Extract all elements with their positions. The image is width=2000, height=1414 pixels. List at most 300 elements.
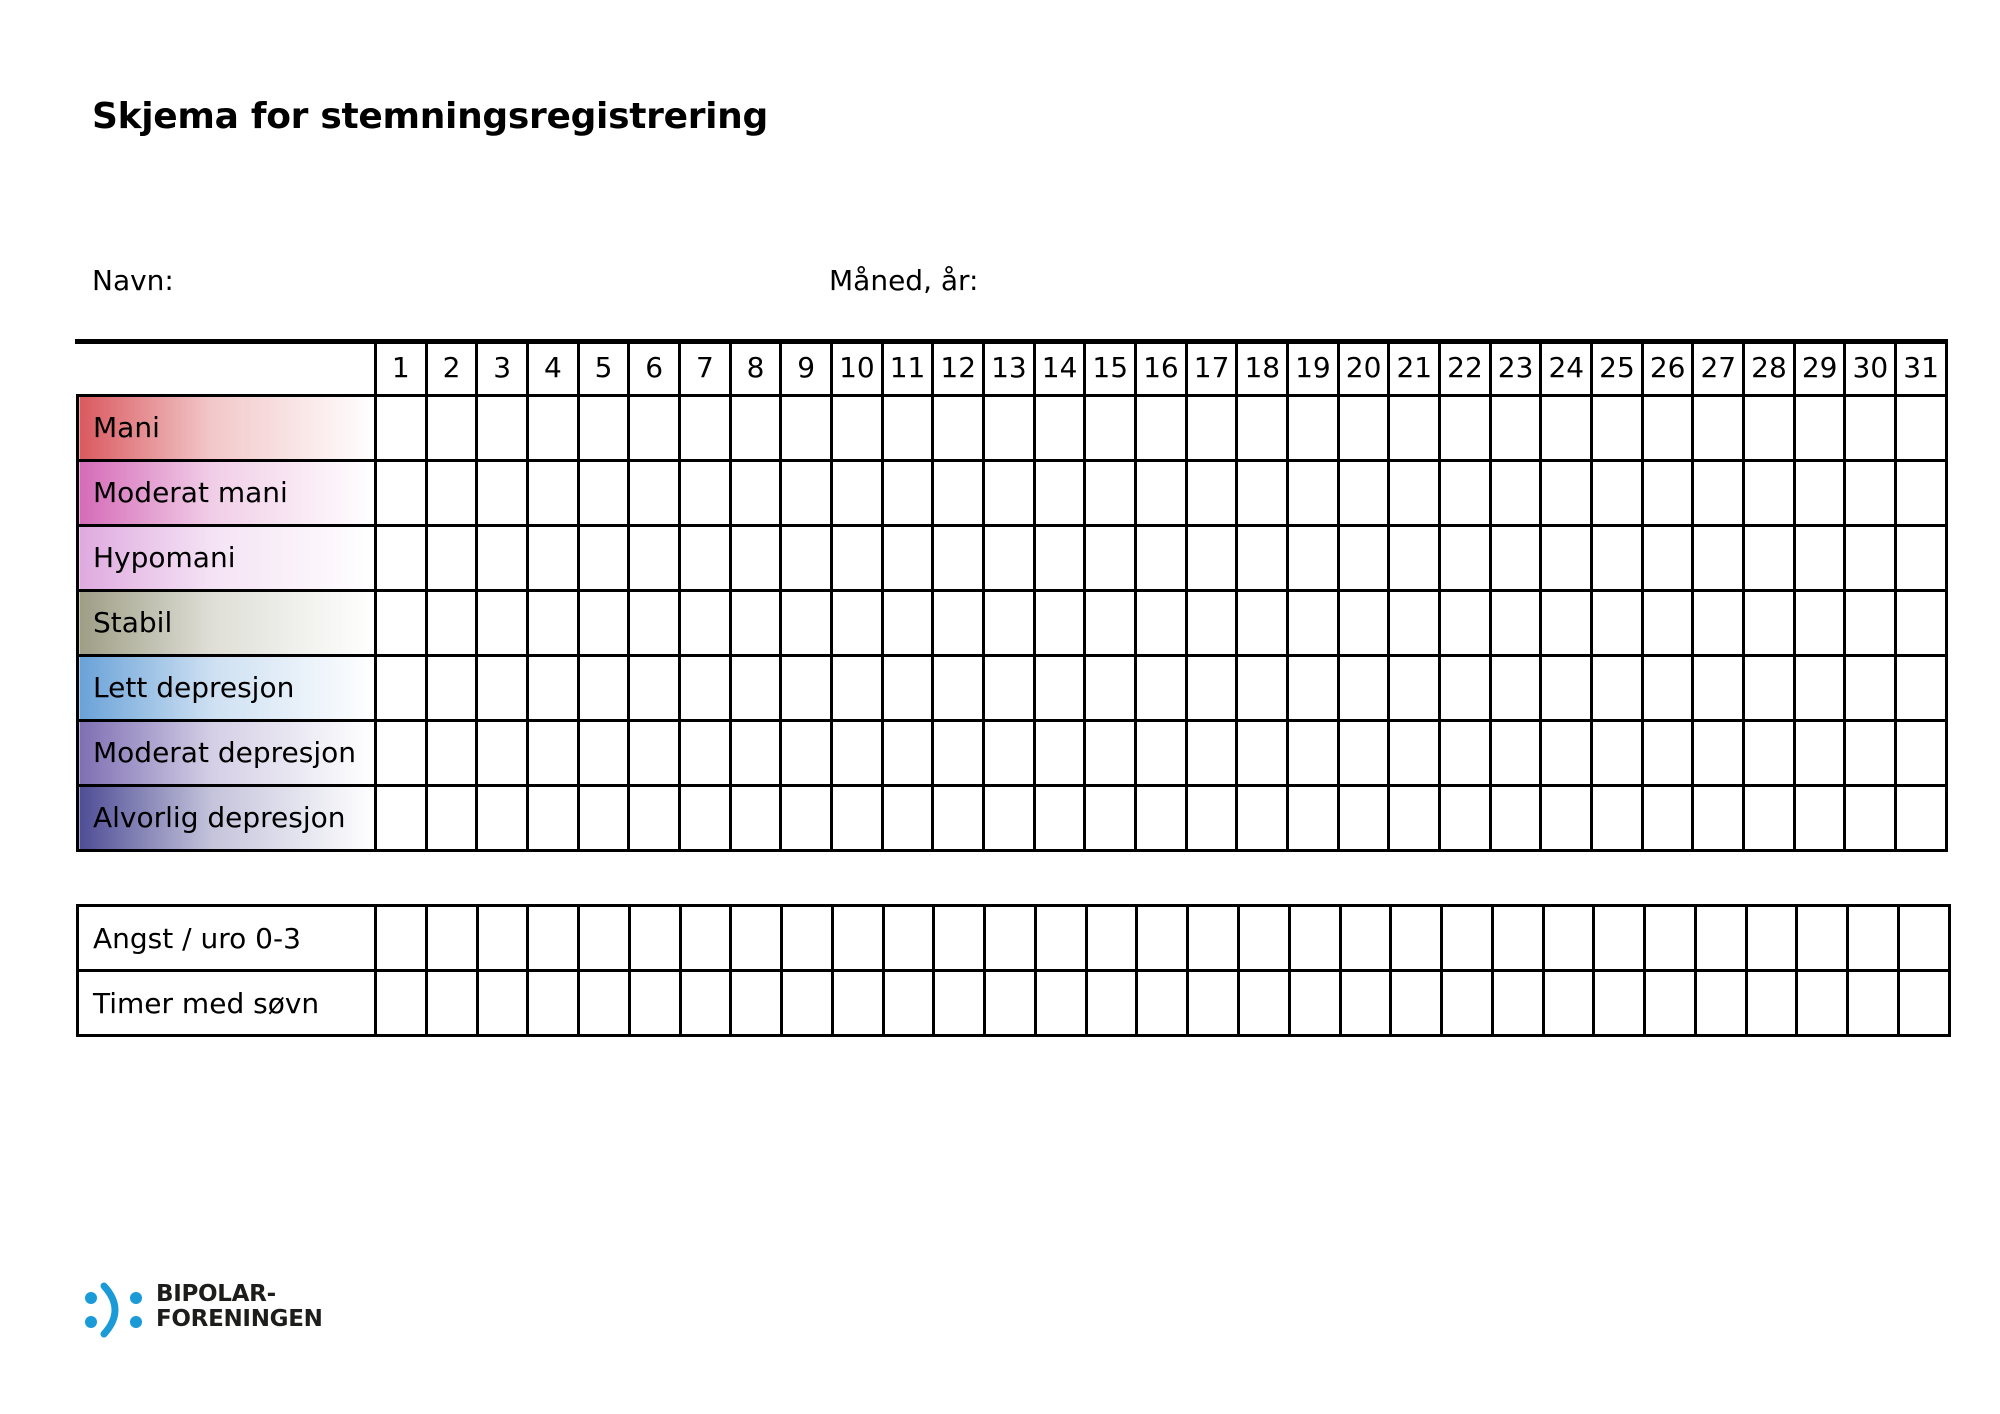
mood-cell-day-5[interactable] xyxy=(578,525,629,590)
mood-cell-day-17[interactable] xyxy=(1186,785,1237,850)
extra-cell-day-10[interactable] xyxy=(832,971,883,1036)
extra-cell-day-9[interactable] xyxy=(782,906,833,971)
extra-cell-day-9[interactable] xyxy=(782,971,833,1036)
mood-cell-day-10[interactable] xyxy=(832,720,883,785)
mood-cell-day-8[interactable] xyxy=(730,785,781,850)
mood-cell-day-31[interactable] xyxy=(1896,395,1947,460)
mood-cell-day-10[interactable] xyxy=(832,590,883,655)
extra-cell-day-31[interactable] xyxy=(1898,906,1949,971)
extra-cell-day-27[interactable] xyxy=(1695,971,1746,1036)
extra-cell-day-26[interactable] xyxy=(1645,906,1696,971)
mood-cell-day-4[interactable] xyxy=(528,785,579,850)
mood-cell-day-28[interactable] xyxy=(1744,785,1795,850)
mood-cell-day-14[interactable] xyxy=(1034,590,1085,655)
mood-cell-day-17[interactable] xyxy=(1186,460,1237,525)
mood-cell-day-2[interactable] xyxy=(426,720,477,785)
mood-cell-day-1[interactable] xyxy=(376,720,427,785)
mood-cell-day-25[interactable] xyxy=(1592,460,1643,525)
mood-cell-day-27[interactable] xyxy=(1693,655,1744,720)
mood-cell-day-11[interactable] xyxy=(882,590,933,655)
mood-cell-day-31[interactable] xyxy=(1896,655,1947,720)
mood-cell-day-1[interactable] xyxy=(376,785,427,850)
mood-cell-day-12[interactable] xyxy=(933,525,984,590)
extra-cell-day-13[interactable] xyxy=(985,971,1036,1036)
day-header-23: 23 xyxy=(1490,342,1541,395)
mood-cell-day-24[interactable] xyxy=(1541,785,1592,850)
mood-cell-day-27[interactable] xyxy=(1693,785,1744,850)
mood-cell-day-22[interactable] xyxy=(1440,785,1491,850)
extra-cell-day-2[interactable] xyxy=(426,906,477,971)
mood-cell-day-6[interactable] xyxy=(629,590,680,655)
extra-cell-day-5[interactable] xyxy=(579,906,630,971)
mood-cell-day-27[interactable] xyxy=(1693,720,1744,785)
mood-cell-day-14[interactable] xyxy=(1034,785,1085,850)
mood-cell-day-23[interactable] xyxy=(1490,525,1541,590)
extra-cell-day-5[interactable] xyxy=(579,971,630,1036)
extra-cell-day-15[interactable] xyxy=(1086,971,1137,1036)
mood-cell-day-7[interactable] xyxy=(680,785,731,850)
mood-cell-day-10[interactable] xyxy=(832,525,883,590)
mood-cell-day-24[interactable] xyxy=(1541,395,1592,460)
mood-cell-day-15[interactable] xyxy=(1085,655,1136,720)
mood-cell-day-18[interactable] xyxy=(1237,395,1288,460)
day-header-6: 6 xyxy=(629,342,680,395)
mood-cell-day-5[interactable] xyxy=(578,460,629,525)
extra-cell-day-24[interactable] xyxy=(1543,971,1594,1036)
mood-cell-day-20[interactable] xyxy=(1338,460,1389,525)
mood-cell-day-30[interactable] xyxy=(1845,785,1896,850)
mood-cell-day-9[interactable] xyxy=(781,655,832,720)
mood-cell-day-13[interactable] xyxy=(984,460,1035,525)
mood-cell-day-2[interactable] xyxy=(426,655,477,720)
mood-cell-day-3[interactable] xyxy=(477,460,528,525)
mood-cell-day-22[interactable] xyxy=(1440,655,1491,720)
mood-cell-day-10[interactable] xyxy=(832,395,883,460)
extra-cell-day-6[interactable] xyxy=(629,971,680,1036)
mood-cell-day-16[interactable] xyxy=(1136,395,1187,460)
mood-cell-day-22[interactable] xyxy=(1440,590,1491,655)
mood-cell-day-28[interactable] xyxy=(1744,460,1795,525)
mood-cell-day-22[interactable] xyxy=(1440,460,1491,525)
mood-row xyxy=(78,525,1947,590)
mood-cell-day-29[interactable] xyxy=(1794,655,1845,720)
mood-cell-day-11[interactable] xyxy=(882,785,933,850)
day-header-28: 28 xyxy=(1744,342,1795,395)
extra-cell-day-15[interactable] xyxy=(1086,906,1137,971)
mood-cell-day-16[interactable] xyxy=(1136,785,1187,850)
mood-cell-day-11[interactable] xyxy=(882,720,933,785)
mood-cell-day-16[interactable] xyxy=(1136,525,1187,590)
mood-cell-day-8[interactable] xyxy=(730,655,781,720)
mood-cell-day-14[interactable] xyxy=(1034,395,1085,460)
extra-cell-day-11[interactable] xyxy=(883,906,934,971)
extra-cell-day-28[interactable] xyxy=(1746,906,1797,971)
extra-cell-day-10[interactable] xyxy=(832,906,883,971)
mood-cell-day-11[interactable] xyxy=(882,525,933,590)
extra-cell-day-20[interactable] xyxy=(1340,971,1391,1036)
mood-cell-day-19[interactable] xyxy=(1288,720,1339,785)
mood-cell-day-14[interactable] xyxy=(1034,525,1085,590)
extra-cell-day-22[interactable] xyxy=(1442,906,1493,971)
mood-cell-day-23[interactable] xyxy=(1490,785,1541,850)
mood-cell-day-12[interactable] xyxy=(933,395,984,460)
mood-cell-day-18[interactable] xyxy=(1237,655,1288,720)
mood-label: Mani xyxy=(78,395,376,460)
mood-cell-day-29[interactable] xyxy=(1794,590,1845,655)
day-header-7: 7 xyxy=(680,342,731,395)
extra-cell-day-7[interactable] xyxy=(680,971,731,1036)
mood-cell-day-31[interactable] xyxy=(1896,785,1947,850)
mood-cell-day-28[interactable] xyxy=(1744,720,1795,785)
extra-cell-day-7[interactable] xyxy=(680,906,731,971)
extra-label: Timer med søvn xyxy=(78,971,376,1036)
extra-cell-day-29[interactable] xyxy=(1797,971,1848,1036)
mood-cell-day-31[interactable] xyxy=(1896,590,1947,655)
extra-cell-day-4[interactable] xyxy=(528,906,579,971)
mood-cell-day-9[interactable] xyxy=(781,460,832,525)
mood-cell-day-15[interactable] xyxy=(1085,785,1136,850)
mood-cell-day-20[interactable] xyxy=(1338,720,1389,785)
extra-cell-day-20[interactable] xyxy=(1340,906,1391,971)
mood-cell-day-20[interactable] xyxy=(1338,395,1389,460)
mood-cell-day-15[interactable] xyxy=(1085,590,1136,655)
mood-cell-day-20[interactable] xyxy=(1338,590,1389,655)
mood-cell-day-4[interactable] xyxy=(528,460,579,525)
mood-cell-day-23[interactable] xyxy=(1490,395,1541,460)
mood-cell-day-22[interactable] xyxy=(1440,720,1491,785)
day-header-9: 9 xyxy=(781,342,832,395)
extra-cell-day-6[interactable] xyxy=(629,906,680,971)
mood-cell-day-12[interactable] xyxy=(933,655,984,720)
mood-cell-day-30[interactable] xyxy=(1845,590,1896,655)
mood-cell-day-6[interactable] xyxy=(629,395,680,460)
mood-cell-day-21[interactable] xyxy=(1389,460,1440,525)
mood-cell-day-18[interactable] xyxy=(1237,525,1288,590)
extra-cell-day-3[interactable] xyxy=(477,906,528,971)
mood-cell-day-13[interactable] xyxy=(984,395,1035,460)
extra-cell-day-21[interactable] xyxy=(1391,971,1442,1036)
extra-cell-day-23[interactable] xyxy=(1492,971,1543,1036)
mood-cell-day-26[interactable] xyxy=(1642,525,1693,590)
extra-cell-day-12[interactable] xyxy=(934,971,985,1036)
mood-cell-day-15[interactable] xyxy=(1085,460,1136,525)
mood-cell-day-3[interactable] xyxy=(477,590,528,655)
mood-cell-day-20[interactable] xyxy=(1338,655,1389,720)
mood-cell-day-15[interactable] xyxy=(1085,525,1136,590)
mood-cell-day-20[interactable] xyxy=(1338,785,1389,850)
mood-cell-day-9[interactable] xyxy=(781,720,832,785)
mood-cell-day-4[interactable] xyxy=(528,525,579,590)
extra-cell-day-2[interactable] xyxy=(426,971,477,1036)
mood-cell-day-8[interactable] xyxy=(730,525,781,590)
mood-cell-day-23[interactable] xyxy=(1490,655,1541,720)
mood-cell-day-9[interactable] xyxy=(781,525,832,590)
extra-cell-day-21[interactable] xyxy=(1391,906,1442,971)
mood-cell-day-17[interactable] xyxy=(1186,525,1237,590)
mood-cell-day-6[interactable] xyxy=(629,720,680,785)
mood-cell-day-30[interactable] xyxy=(1845,460,1896,525)
mood-cell-day-8[interactable] xyxy=(730,720,781,785)
mood-cell-day-19[interactable] xyxy=(1288,460,1339,525)
extra-cell-day-4[interactable] xyxy=(528,971,579,1036)
mood-cell-day-5[interactable] xyxy=(578,655,629,720)
mood-cell-day-31[interactable] xyxy=(1896,525,1947,590)
mood-cell-day-19[interactable] xyxy=(1288,655,1339,720)
mood-cell-day-30[interactable] xyxy=(1845,720,1896,785)
mood-cell-day-6[interactable] xyxy=(629,525,680,590)
mood-cell-day-29[interactable] xyxy=(1794,460,1845,525)
mood-cell-day-9[interactable] xyxy=(781,785,832,850)
mood-cell-day-12[interactable] xyxy=(933,720,984,785)
mood-cell-day-24[interactable] xyxy=(1541,460,1592,525)
mood-cell-day-9[interactable] xyxy=(781,395,832,460)
day-header-22: 22 xyxy=(1440,342,1491,395)
extra-cell-day-14[interactable] xyxy=(1035,971,1086,1036)
mood-cell-day-18[interactable] xyxy=(1237,590,1288,655)
mood-cell-day-17[interactable] xyxy=(1186,395,1237,460)
day-header-29: 29 xyxy=(1794,342,1845,395)
mood-cell-day-29[interactable] xyxy=(1794,395,1845,460)
mood-cell-day-29[interactable] xyxy=(1794,525,1845,590)
mood-cell-day-7[interactable] xyxy=(680,590,731,655)
extra-cell-day-16[interactable] xyxy=(1137,906,1188,971)
mood-cell-day-13[interactable] xyxy=(984,785,1035,850)
mood-cell-day-8[interactable] xyxy=(730,395,781,460)
extra-cell-day-17[interactable] xyxy=(1188,971,1239,1036)
mood-cell-day-11[interactable] xyxy=(882,460,933,525)
mood-cell-day-23[interactable] xyxy=(1490,460,1541,525)
mood-cell-day-6[interactable] xyxy=(629,655,680,720)
extra-cell-day-1[interactable] xyxy=(376,971,427,1036)
mood-cell-day-3[interactable] xyxy=(477,785,528,850)
mood-cell-day-24[interactable] xyxy=(1541,655,1592,720)
mood-cell-day-1[interactable] xyxy=(376,655,427,720)
mood-cell-day-19[interactable] xyxy=(1288,785,1339,850)
extra-cell-day-26[interactable] xyxy=(1645,971,1696,1036)
extra-cell-day-23[interactable] xyxy=(1492,906,1543,971)
extra-cell-day-11[interactable] xyxy=(883,971,934,1036)
mood-cell-day-24[interactable] xyxy=(1541,525,1592,590)
mood-cell-day-3[interactable] xyxy=(477,395,528,460)
mood-cell-day-16[interactable] xyxy=(1136,720,1187,785)
extra-cell-day-13[interactable] xyxy=(985,906,1036,971)
mood-cell-day-1[interactable] xyxy=(376,525,427,590)
extra-cell-day-24[interactable] xyxy=(1543,906,1594,971)
mood-cell-day-25[interactable] xyxy=(1592,720,1643,785)
mood-cell-day-7[interactable] xyxy=(680,395,731,460)
mood-cell-day-10[interactable] xyxy=(832,460,883,525)
extra-cell-day-30[interactable] xyxy=(1848,971,1899,1036)
mood-row xyxy=(78,460,1947,525)
mood-cell-day-24[interactable] xyxy=(1541,590,1592,655)
mood-cell-day-12[interactable] xyxy=(933,460,984,525)
mood-cell-day-22[interactable] xyxy=(1440,395,1491,460)
mood-cell-day-7[interactable] xyxy=(680,655,731,720)
mood-cell-day-26[interactable] xyxy=(1642,460,1693,525)
mood-cell-day-29[interactable] xyxy=(1794,720,1845,785)
day-header-19: 19 xyxy=(1288,342,1339,395)
extra-cell-day-27[interactable] xyxy=(1695,906,1746,971)
mood-cell-day-21[interactable] xyxy=(1389,785,1440,850)
mood-cell-day-10[interactable] xyxy=(832,785,883,850)
mood-cell-day-31[interactable] xyxy=(1896,720,1947,785)
mood-cell-day-11[interactable] xyxy=(882,395,933,460)
mood-cell-day-17[interactable] xyxy=(1186,590,1237,655)
mood-cell-day-25[interactable] xyxy=(1592,590,1643,655)
mood-cell-day-27[interactable] xyxy=(1693,590,1744,655)
mood-cell-day-15[interactable] xyxy=(1085,395,1136,460)
mood-cell-day-25[interactable] xyxy=(1592,785,1643,850)
mood-cell-day-1[interactable] xyxy=(376,460,427,525)
extra-cell-day-25[interactable] xyxy=(1594,906,1645,971)
mood-cell-day-16[interactable] xyxy=(1136,655,1187,720)
day-header-26: 26 xyxy=(1642,342,1693,395)
extra-cell-day-3[interactable] xyxy=(477,971,528,1036)
mood-cell-day-13[interactable] xyxy=(984,525,1035,590)
mood-cell-day-5[interactable] xyxy=(578,785,629,850)
mood-cell-day-10[interactable] xyxy=(832,655,883,720)
mood-cell-day-27[interactable] xyxy=(1693,395,1744,460)
mood-cell-day-23[interactable] xyxy=(1490,720,1541,785)
extra-cell-day-14[interactable] xyxy=(1035,906,1086,971)
mood-cell-day-21[interactable] xyxy=(1389,590,1440,655)
mood-cell-day-18[interactable] xyxy=(1237,785,1288,850)
mood-cell-day-30[interactable] xyxy=(1845,525,1896,590)
mood-label: Stabil xyxy=(78,590,376,655)
mood-cell-day-30[interactable] xyxy=(1845,395,1896,460)
mood-cell-day-13[interactable] xyxy=(984,590,1035,655)
mood-cell-day-2[interactable] xyxy=(426,525,477,590)
mood-cell-day-17[interactable] xyxy=(1186,655,1237,720)
mood-cell-day-19[interactable] xyxy=(1288,590,1339,655)
mood-cell-day-6[interactable] xyxy=(629,785,680,850)
mood-cell-day-30[interactable] xyxy=(1845,655,1896,720)
mood-cell-day-28[interactable] xyxy=(1744,395,1795,460)
mood-cell-day-19[interactable] xyxy=(1288,525,1339,590)
extra-cell-day-22[interactable] xyxy=(1442,971,1493,1036)
mood-cell-day-29[interactable] xyxy=(1794,785,1845,850)
mood-cell-day-8[interactable] xyxy=(730,590,781,655)
extra-cell-day-25[interactable] xyxy=(1594,971,1645,1036)
mood-cell-day-4[interactable] xyxy=(528,395,579,460)
mood-cell-day-9[interactable] xyxy=(781,590,832,655)
mood-cell-day-12[interactable] xyxy=(933,785,984,850)
extra-row xyxy=(78,906,1950,971)
mood-cell-day-17[interactable] xyxy=(1186,720,1237,785)
mood-cell-day-11[interactable] xyxy=(882,655,933,720)
extra-cell-day-17[interactable] xyxy=(1188,906,1239,971)
mood-label: Moderat depresjon xyxy=(78,720,376,785)
name-label: Navn: xyxy=(92,264,174,297)
extra-cell-day-29[interactable] xyxy=(1797,906,1848,971)
mood-cell-day-13[interactable] xyxy=(984,655,1035,720)
day-header-30: 30 xyxy=(1845,342,1896,395)
mood-cell-day-22[interactable] xyxy=(1440,525,1491,590)
mood-cell-day-26[interactable] xyxy=(1642,655,1693,720)
mood-cell-day-3[interactable] xyxy=(477,720,528,785)
mood-cell-day-2[interactable] xyxy=(426,460,477,525)
mood-cell-day-3[interactable] xyxy=(477,655,528,720)
mood-cell-day-7[interactable] xyxy=(680,525,731,590)
mood-cell-day-14[interactable] xyxy=(1034,655,1085,720)
mood-cell-day-28[interactable] xyxy=(1744,525,1795,590)
mood-cell-day-4[interactable] xyxy=(528,590,579,655)
mood-cell-day-18[interactable] xyxy=(1237,720,1288,785)
mood-cell-day-5[interactable] xyxy=(578,590,629,655)
mood-cell-day-26[interactable] xyxy=(1642,785,1693,850)
extra-cell-day-8[interactable] xyxy=(731,906,782,971)
mood-cell-day-14[interactable] xyxy=(1034,720,1085,785)
mood-cell-day-2[interactable] xyxy=(426,785,477,850)
mood-cell-day-25[interactable] xyxy=(1592,655,1643,720)
extra-cell-day-1[interactable] xyxy=(376,906,427,971)
mood-cell-day-4[interactable] xyxy=(528,655,579,720)
mood-table xyxy=(76,342,1948,852)
mood-cell-day-23[interactable] xyxy=(1490,590,1541,655)
mood-cell-day-1[interactable] xyxy=(376,395,427,460)
extra-cell-day-19[interactable] xyxy=(1289,971,1340,1036)
mood-cell-day-6[interactable] xyxy=(629,460,680,525)
extra-cell-day-18[interactable] xyxy=(1239,906,1290,971)
mood-cell-day-5[interactable] xyxy=(578,395,629,460)
mood-cell-day-14[interactable] xyxy=(1034,460,1085,525)
mood-cell-day-25[interactable] xyxy=(1592,525,1643,590)
mood-cell-day-24[interactable] xyxy=(1541,720,1592,785)
extra-cell-day-8[interactable] xyxy=(731,971,782,1036)
mood-cell-day-26[interactable] xyxy=(1642,395,1693,460)
mood-cell-day-21[interactable] xyxy=(1389,720,1440,785)
mood-cell-day-26[interactable] xyxy=(1642,720,1693,785)
mood-cell-day-21[interactable] xyxy=(1389,395,1440,460)
mood-cell-day-2[interactable] xyxy=(426,395,477,460)
mood-cell-day-31[interactable] xyxy=(1896,460,1947,525)
mood-cell-day-28[interactable] xyxy=(1744,655,1795,720)
mood-cell-day-2[interactable] xyxy=(426,590,477,655)
mood-cell-day-21[interactable] xyxy=(1389,655,1440,720)
mood-cell-day-19[interactable] xyxy=(1288,395,1339,460)
mood-label: Moderat mani xyxy=(78,460,376,525)
mood-cell-day-5[interactable] xyxy=(578,720,629,785)
mood-cell-day-4[interactable] xyxy=(528,720,579,785)
mood-cell-day-1[interactable] xyxy=(376,590,427,655)
extra-cell-day-30[interactable] xyxy=(1848,906,1899,971)
mood-cell-day-13[interactable] xyxy=(984,720,1035,785)
mood-cell-day-21[interactable] xyxy=(1389,525,1440,590)
mood-cell-day-20[interactable] xyxy=(1338,525,1389,590)
extra-cell-day-19[interactable] xyxy=(1289,906,1340,971)
extra-cell-day-28[interactable] xyxy=(1746,971,1797,1036)
extra-row xyxy=(78,971,1950,1036)
extra-cell-day-31[interactable] xyxy=(1898,971,1949,1036)
mood-cell-day-12[interactable] xyxy=(933,590,984,655)
mood-cell-day-27[interactable] xyxy=(1693,460,1744,525)
mood-cell-day-16[interactable] xyxy=(1136,460,1187,525)
mood-cell-day-7[interactable] xyxy=(680,720,731,785)
mood-cell-day-28[interactable] xyxy=(1744,590,1795,655)
mood-cell-day-3[interactable] xyxy=(477,525,528,590)
mood-cell-day-26[interactable] xyxy=(1642,590,1693,655)
mood-cell-day-25[interactable] xyxy=(1592,395,1643,460)
extra-cell-day-12[interactable] xyxy=(934,906,985,971)
mood-cell-day-7[interactable] xyxy=(680,460,731,525)
mood-cell-day-15[interactable] xyxy=(1085,720,1136,785)
extra-cell-day-18[interactable] xyxy=(1239,971,1290,1036)
extra-cell-day-16[interactable] xyxy=(1137,971,1188,1036)
mood-cell-day-27[interactable] xyxy=(1693,525,1744,590)
mood-cell-day-8[interactable] xyxy=(730,460,781,525)
mood-cell-day-18[interactable] xyxy=(1237,460,1288,525)
mood-cell-day-16[interactable] xyxy=(1136,590,1187,655)
